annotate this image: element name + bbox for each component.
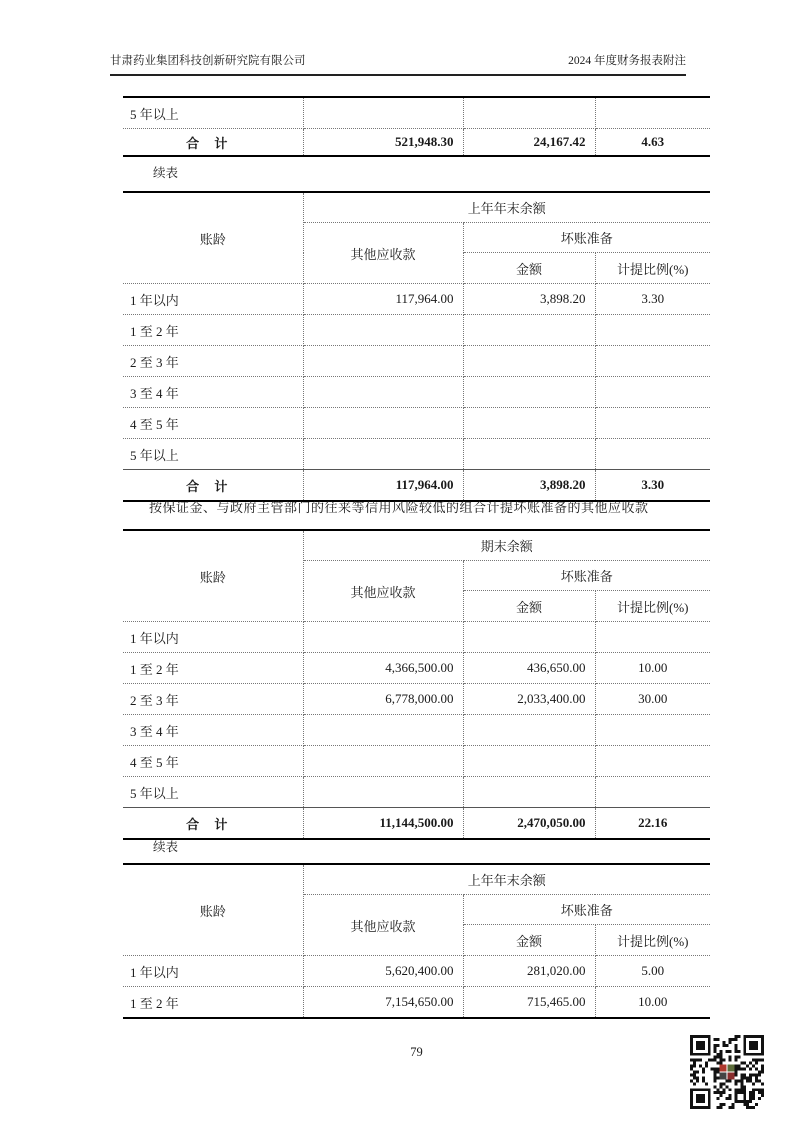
total-other-receivables-cell: 521,948.30 [303,129,463,157]
total-provision-ratio-cell: 4.63 [595,129,710,157]
aging-label-cell: 3 至 4 年 [123,715,303,746]
table-row [123,439,710,470]
bad-debt-amount-cell: 715,465.00 [463,987,595,1019]
document-title: 2024 年度财务报表附注 [568,55,686,67]
provision-ratio-cell: 5.00 [595,956,710,987]
aging-label-cell: 1 年以内 [123,284,303,315]
other-receivables-cell: 6,778,000.00 [303,684,463,715]
provision-ratio-cell [595,346,710,377]
table-row [123,684,710,715]
total-label-cell: 合 计 [123,129,303,157]
total-provision-ratio-cell: 22.16 [595,808,710,840]
provision-ratio-cell [595,97,710,129]
amount-header: 金额 [463,925,595,956]
aging-column-header: 账龄 [123,192,303,284]
provision-ratio-cell [595,622,710,653]
amount-header: 金额 [463,591,595,622]
page-header [110,52,686,76]
table-row [123,777,710,808]
other-receivables-header: 其他应收款 [303,223,463,284]
other-receivables-cell [303,408,463,439]
aging-table-fragment-prior [123,96,710,157]
bad-debt-amount-cell: 3,898.20 [463,284,595,315]
table-row [123,746,710,777]
continued-table-label: 续表 [153,166,179,180]
provision-ratio-cell: 30.00 [595,684,710,715]
aging-label-cell: 1 至 2 年 [123,315,303,346]
period-balance-header: 上年年末余额 [303,192,710,223]
qr-code [690,1035,764,1109]
other-receivables-cell [303,315,463,346]
other-receivables-cell [303,622,463,653]
total-other-receivables-cell: 117,964.00 [303,470,463,502]
total-provision-ratio-cell: 3.30 [595,470,710,502]
other-receivables-cell [303,439,463,470]
total-bad-debt-amount-cell: 2,470,050.00 [463,808,595,840]
table-row [123,987,710,1019]
table-row [123,315,710,346]
aging-label-cell: 3 至 4 年 [123,377,303,408]
bad-debt-amount-cell: 436,650.00 [463,653,595,684]
aging-label-cell: 5 年以上 [123,777,303,808]
other-receivables-cell: 5,620,400.00 [303,956,463,987]
other-receivables-header: 其他应收款 [303,895,463,956]
bad-debt-amount-cell [463,346,595,377]
period-balance-header: 上年年末余额 [303,864,710,895]
aging-table-period-end [123,529,710,840]
other-receivables-cell [303,377,463,408]
provision-ratio-cell [595,315,710,346]
table-row [123,622,710,653]
table-row [123,346,710,377]
table-row [123,284,710,315]
bad-debt-provision-header: 坏账准备 [463,223,710,253]
total-other-receivables-cell: 11,144,500.00 [303,808,463,840]
other-receivables-cell [303,346,463,377]
aging-label-cell: 1 至 2 年 [123,987,303,1019]
aging-column-header: 账龄 [123,530,303,622]
aging-label-cell: 1 至 2 年 [123,653,303,684]
table-row [123,377,710,408]
bad-debt-amount-cell [463,622,595,653]
company-name: 甘肃药业集团科技创新研究院有限公司 [110,55,306,67]
bad-debt-amount-cell [463,715,595,746]
bad-debt-amount-cell [463,439,595,470]
bad-debt-amount-cell: 2,033,400.00 [463,684,595,715]
total-row [123,129,710,157]
table-row [123,653,710,684]
page-number: 79 [410,1045,423,1059]
provision-ratio-cell [595,777,710,808]
other-receivables-cell: 4,366,500.00 [303,653,463,684]
aging-label-cell: 1 年以内 [123,956,303,987]
aging-label-cell: 5 年以上 [123,439,303,470]
total-row [123,808,710,840]
provision-ratio-cell [595,715,710,746]
provision-ratio-header: 计提比例(%) [595,253,710,284]
provision-ratio-header: 计提比例(%) [595,925,710,956]
bad-debt-amount-cell [463,377,595,408]
bad-debt-amount-cell [463,408,595,439]
aging-table-prior-year-2 [123,863,710,1019]
period-balance-header: 期末余额 [303,530,710,561]
table-row [123,408,710,439]
provision-ratio-cell: 10.00 [595,653,710,684]
provision-ratio-cell: 10.00 [638,994,668,1009]
provision-ratio-cell [595,377,710,408]
total-label-cell: 合 计 [123,808,303,840]
aging-label-cell: 2 至 3 年 [123,684,303,715]
bad-debt-amount-cell [463,777,595,808]
table-row [123,97,710,129]
other-receivables-cell [303,97,463,129]
bad-debt-amount-cell [463,746,595,777]
aging-label-cell: 4 至 5 年 [123,746,303,777]
total-bad-debt-amount-cell: 3,898.20 [463,470,595,502]
bad-debt-provision-header: 坏账准备 [463,895,710,925]
bad-debt-amount-cell: 281,020.00 [463,956,595,987]
other-receivables-cell: 117,964.00 [303,284,463,315]
provision-ratio-cell [595,746,710,777]
other-receivables-cell [303,746,463,777]
amount-header: 金额 [463,253,595,284]
provision-ratio-cell [595,439,710,470]
provision-ratio-header: 计提比例(%) [595,591,710,622]
aging-table-prior-year [123,191,710,502]
aging-column-header: 账龄 [123,864,303,956]
table-row [123,956,710,987]
other-receivables-header: 其他应收款 [303,561,463,622]
table-row [123,715,710,746]
total-label-cell: 合 计 [123,470,303,502]
bad-debt-amount-cell [463,315,595,346]
bad-debt-amount-cell [463,97,595,129]
aging-label-cell: 5 年以上 [123,97,303,129]
provision-ratio-cell [595,408,710,439]
other-receivables-cell: 7,154,650.00 [303,987,463,1019]
total-bad-debt-amount-cell: 24,167.42 [463,129,595,157]
other-receivables-cell [303,715,463,746]
other-receivables-cell [303,777,463,808]
aging-label-cell: 4 至 5 年 [123,408,303,439]
aging-label-cell: 1 年以内 [123,622,303,653]
provision-ratio-cell: 3.30 [595,284,710,315]
bad-debt-provision-header: 坏账准备 [463,561,710,591]
intro-paragraph: 按保证金、与政府主管部门的往来等信用风险较低的组合计提坏账准备的其他应收款 [149,500,649,515]
continued-table-label: 续表 [153,840,179,854]
aging-label-cell: 2 至 3 年 [123,346,303,377]
